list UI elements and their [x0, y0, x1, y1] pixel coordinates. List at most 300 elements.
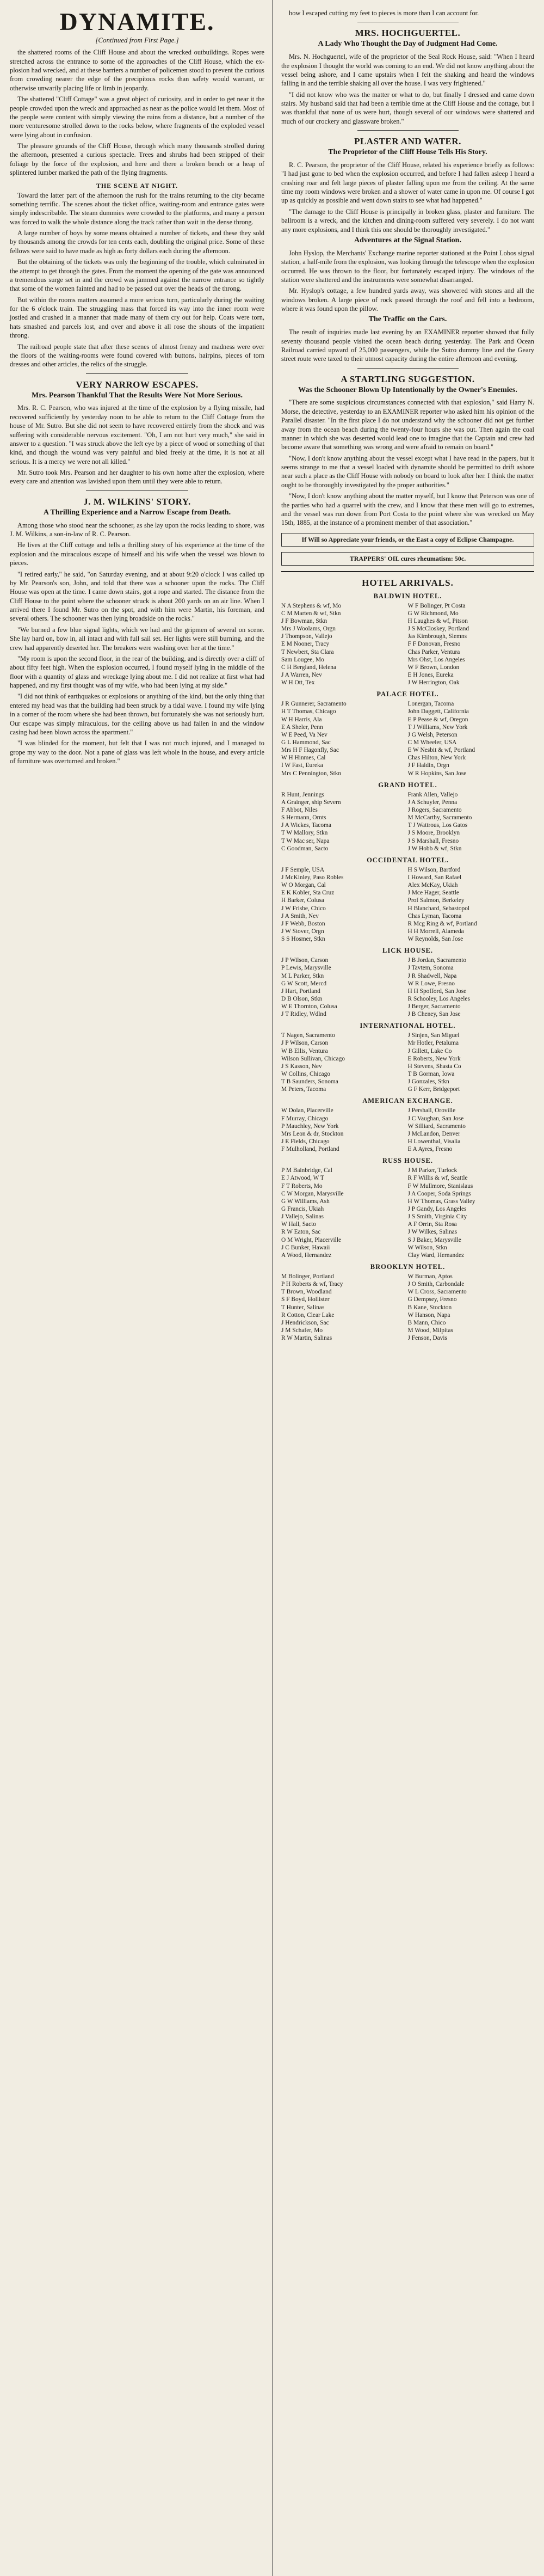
guest-table: [281, 1273, 534, 1342]
guest-row: [281, 1327, 534, 1334]
advertisement-text: TRAPPERS' OIL cures rheumatism: 50c.: [349, 554, 466, 562]
hotel-name: LICK HOUSE.: [382, 947, 433, 955]
guest-entry: E A Ayres, Fresno: [407, 1146, 453, 1153]
guest-row: [281, 739, 534, 746]
guest-row: [281, 791, 534, 799]
guest-row: [281, 1047, 534, 1055]
guest-entry: A Wood, Hernandez: [281, 1252, 332, 1259]
guest-row: [281, 1138, 534, 1145]
guest-entry: J R Gunnerer, Sacramento: [281, 701, 347, 708]
guest-entry: J A Schuyler, Penna: [407, 799, 458, 806]
guest-entry: N A Stephens & wf, Mo: [281, 602, 342, 609]
paragraph: Mrs. R. C. Pearson, who was injured at the time of the explosion by a flying missile, had recovered sufficiently by yesterday noon to be able to return to the Cliff Cottage from the house of Mr. Sutro. But she did not seem to have recovered entirely from the shock and was suffering with considerable nervous excitement. "Oh, I am not hurt very much," she said in answer to a question. "I was struck above the left eye by a piece of wood or something of that kind, and though the wound was very painful and bled freely at the time, it is not at all serious. It is a mercy we were not all killed.": [10, 404, 264, 465]
guest-entry: W F Brown, London: [407, 664, 460, 671]
guest-row: [281, 897, 534, 904]
guest-row: [281, 633, 534, 640]
guest-row: [281, 648, 534, 656]
guest-row: [281, 1311, 534, 1319]
guest-entry: G F Kerr, Bridgeport: [407, 1086, 460, 1093]
guest-entry: E Roberts, New York: [407, 1055, 461, 1062]
guest-table: [281, 866, 534, 943]
guest-row: [281, 866, 534, 874]
hotel-name: AMERICAN EXCHANGE.: [362, 1097, 453, 1105]
subhead-signal-station: Adventures at the Signal Station.: [354, 236, 461, 244]
guest-entry: Mrs Leon & dr, Stockton: [281, 1130, 344, 1137]
guest-row: [281, 1296, 534, 1303]
guest-entry: F Abbot, Niles: [281, 806, 318, 813]
hotel-name: RUSS HOUSE.: [382, 1157, 433, 1165]
paragraph: "I did not know who was the matter or what to do, but finally I dressed and came down stairs. My husband said that had been a terrible time at the Cliff House and the cottage, but I was thankful that none of us were hurt, though several of our windows were shattered and much of our crockery and glassware broken.": [281, 90, 534, 125]
paragraph: Toward the latter part of the afternoon the rush for the trains returning to the city became something terrific. The scenes about the ticket office, waiting-room and entrance gates were simply indescribable. The steam dummies were crowded to the platforms, and many a person was forced to walk the whole distance along the track rather than wait in the dense throng.: [10, 191, 264, 226]
guest-row: [281, 1055, 534, 1063]
guest-row: [281, 1236, 534, 1244]
guest-entry: E K Kobler, Sta Cruz: [281, 890, 335, 897]
paragraph: The pleasure grounds of the Cliff House, through which many thousands strolled during the afternoon, presented a curious spectacle. Trees and shrubs had been stripped of their foliage by the force of the explosion, and here and there a broken bench or a heap of splintered lumber marked the path of the flying fragments.: [10, 142, 264, 177]
guest-row: [281, 664, 534, 671]
paragraph: "My room is upon the second floor, in the rear of the building, and is directly over a cliff of about fifty feet high. When the explosion occurred, I found myself lying in the middle of the floor with a quantity of glass and wreckage lying about me. I did not realize at first what had happened, and my first thought was of my wife, who had been lying at my side.": [10, 654, 264, 690]
guest-entry: J E Fields, Chicago: [281, 1138, 330, 1145]
guest-entry: E M Nooner, Tracy: [281, 641, 330, 648]
guest-entry: F Mulholland, Portland: [281, 1146, 339, 1153]
guest-row: [281, 1174, 534, 1182]
guest-entry: T W Mac ser, Napa: [281, 837, 330, 844]
guest-row: [281, 881, 534, 889]
guest-table: [281, 791, 534, 852]
guest-entry: B Mann, Chico: [407, 1319, 446, 1326]
guest-entry: J Thompson, Vallejo: [281, 633, 332, 640]
guest-row: [281, 1288, 534, 1296]
paragraph: "We burned a few blue signal lights, which we had and the gripmen of several on scene. She lay hard on, bow in, all intact and with full sail set. Her lights were still burning, and the crew had apparently deserted her. The breakers were washing over her at the time.": [10, 625, 264, 652]
guest-entry: F W Mullmore, Stanislaus: [407, 1182, 473, 1189]
guest-entry: J McKinley, Paso Robles: [281, 874, 344, 881]
guest-entry: S S Hosmer, Stkn: [281, 936, 325, 943]
guest-entry: J C Vaughan, San Jose: [407, 1115, 464, 1122]
guest-entry: C Goodman, Sacto: [281, 845, 329, 852]
guest-entry: H Laughes & wf, Pitson: [407, 618, 468, 625]
paragraph: "I did not think of earthquakes or explosions or anything of the kind, but the only thing that entered my head was that the building had been struck by a tidal wave. I found my wife lying in a corner of the room where she had been thrown, but fortunately she was not seriously hurt. Our escape was simply miraculous, for the ceiling above us had fallen in and the window casing had been blown across the apartment.": [10, 692, 264, 736]
guest-entry: J W Frisbe, Chico: [281, 905, 326, 912]
guest-entry: J G Welsh, Peterson: [407, 731, 458, 738]
guest-table: [281, 700, 534, 777]
guest-row: [281, 1070, 534, 1078]
guest-row: [281, 845, 534, 852]
guest-entry: G L Hammond, Sac: [281, 739, 331, 746]
hotel-name: BROOKLYN HOTEL.: [370, 1263, 446, 1271]
guest-entry: J A Warren, Nev: [281, 672, 322, 678]
guest-entry: Alex McKay, Ukiah: [407, 882, 458, 889]
guest-entry: C M Marten & wf, Stkn: [281, 610, 341, 617]
guest-entry: T Nagen, Sacramento: [281, 1032, 335, 1039]
guest-entry: J Gillett, Lake Co: [407, 1047, 452, 1054]
guest-entry: J B Cheney, San Jose: [407, 1011, 461, 1018]
paragraph: Mr. Hyslop's cottage, a few hundred yards away, was showered with stones and all the windows broken. A large piece of rock passed through the roof and fell into a bedroom, where it was found upon the pillow.: [281, 287, 534, 313]
intro-section: [10, 48, 264, 177]
paragraph: The railroad people state that after these scenes of almost frenzy and madness were over the floors of the waiting-rooms were found covered with buttons, hairpins, pieces of torn dresses and other articles, the relics of the struggle.: [10, 342, 264, 369]
guest-entry: J P Wilson, Carson: [281, 1040, 329, 1047]
guest-entry: H Barker, Colusa: [281, 897, 324, 904]
paragraph: R. C. Pearson, the proprietor of the Cliff House, related his experience briefly as follows: "I had just gone to bed when the explosion occurred, and before I had fallen asleep I heard a crashing roar and felt large pieces of plaster falling upon me from the ceiling. At the same time my room windows were broken and a shower of water came in upon me. Of course I got up as quickly as possible and went down stairs to see what had happened.": [281, 161, 534, 205]
guest-row: [281, 889, 534, 897]
advertisement-text: If Will so Appreciate your friends, or the East a copy of Eclipse Champagne.: [301, 535, 514, 543]
advertisement-box: [281, 552, 534, 566]
subhead-hochguertel: MRS. HOCHGUERTEL.: [355, 28, 461, 39]
guest-entry: M L Parker, Stkn: [281, 972, 324, 979]
hotel-name: BALDWIN HOTEL.: [373, 592, 442, 600]
paragraph: But the obtaining of the tickets was only the beginning of the trouble, which culminated in the attempt to get through the gates. From the moment the opening of the gate was announced a tremendous surge set in and the crowd was jammed against the narrow entrance so tightly that some of the women fainted and had to be passed out over the heads of the throng.: [10, 258, 264, 293]
guest-table: [281, 1167, 534, 1259]
guest-row: [281, 716, 534, 723]
paragraph: The shattered "Cliff Cottage" was a great object of curiosity, and in order to get near it the people crowded upon the wreck and approached as near as the police would let them. Most of the people were content with simply viewing the ruins from a distance, but a number of the more venturesome strolled down to the rocks below, where fragments of the exploded vessel were lying about in confusion.: [10, 95, 264, 139]
guest-entry: S F Boyd, Hollister: [281, 1296, 330, 1303]
guest-entry: Mrs Ohst, Los Angeles: [407, 656, 465, 663]
guest-row: [281, 1085, 534, 1093]
guest-entry: Mrs H F Hagonfly, Sac: [281, 747, 339, 754]
guest-entry: T B Saunders, Sonoma: [281, 1078, 338, 1085]
guest-row: [281, 723, 534, 731]
guest-entry: F Murray, Chicago: [281, 1115, 329, 1122]
divider: [281, 571, 534, 572]
deck-plaster: The Proprietor of the Cliff House Tells His Story.: [328, 148, 487, 157]
paragraph: "The damage to the Cliff House is principally in broken glass, plaster and furniture. The ballroom is a wreck, and the kitchen and dining-room suffered very severely. I do not want any more explosions, and I think this one should be thoroughly investigated.": [281, 207, 534, 234]
guest-entry: C H Bergland, Helena: [281, 664, 337, 671]
guest-entry: J S Marshall, Fresno: [407, 837, 459, 844]
subhead-traffic: The Traffic on the Cars.: [368, 315, 447, 324]
guest-row: [281, 935, 534, 943]
paragraph: the shattered rooms of the Cliff House and about the wrecked outbuildings. Ropes were stretched across the entrance to some of the approaches of the Cliff House, which the ex-plosion had wrecked, and at these barriers a number of policemen stood to prevent the curious from crowding nearer the edge of the precipitous rocks than safety would warrant, or otherwise unwarily placing life or limb in jeopardy.: [10, 48, 264, 92]
hotel-name: PALACE HOTEL.: [376, 690, 439, 698]
guest-row: [281, 1032, 534, 1039]
guest-row: [281, 912, 534, 920]
divider: [86, 490, 188, 491]
subhead-wilkins: J. M. WILKINS' STORY.: [83, 496, 191, 507]
guest-row: [281, 746, 534, 754]
guest-row: [281, 995, 534, 1003]
guest-row: [281, 679, 534, 686]
guest-entry: G W Richmond, Mo: [407, 610, 459, 617]
guest-row: [281, 874, 534, 881]
guest-entry: I Howard, San Rafael: [407, 874, 462, 881]
guest-row: [281, 799, 534, 806]
guest-entry: H S Wilson, Bartford: [407, 866, 461, 873]
guest-row: [281, 1190, 534, 1198]
paragraph: But within the rooms matters assumed a more serious turn, particularly during the waiting for the 6 o'clock train. The struggling mass that forced its way into the inner room were jostled and crushed in a manner that made many of them cry out for help. Coats were torn, hats smashed and parcels lost, and over and above it all rose the shouts of the impatient throng.: [10, 296, 264, 340]
guest-entry: J F Semple, USA: [281, 866, 325, 873]
guest-row: [281, 837, 534, 845]
guest-row: [281, 1063, 534, 1070]
guest-entry: J A Cooper, Soda Springs: [407, 1190, 471, 1197]
guest-entry: J Sinjen, San Miguel: [407, 1032, 460, 1039]
hotel-name: OCCIDENTAL HOTEL.: [367, 856, 449, 864]
guest-entry: O M Wright, Placerville: [281, 1236, 342, 1243]
continued-note: [Continued from First Page.]: [95, 36, 179, 45]
guest-row: [281, 1039, 534, 1047]
guest-row: [281, 821, 534, 829]
guest-row: [281, 806, 534, 814]
guest-entry: J Mce Hager, Seattle: [407, 890, 459, 897]
guest-entry: M Wood, Milpitas: [407, 1327, 453, 1334]
deck-startling: Was the Schooner Blown Up Intentionally by the Owner's Enemies.: [298, 385, 517, 394]
divider: [357, 368, 459, 369]
paragraph: Mrs. N. Hochguertel, wife of the proprietor of the Seal Rock House, said: "When I heard the explosion I thought the world was coming to an end. We did not know anything about the vessel being ashore, and I came upstairs when I felt the shaking and heard the windows falling in and the terrible shaking all over the house. I was very frightened.": [281, 53, 534, 88]
guest-entry: E H Jones, Eureka: [407, 672, 454, 678]
guest-row: [281, 1213, 534, 1220]
guest-entry: Sam Lougee, Mo: [281, 656, 324, 663]
guest-row: [281, 1228, 534, 1236]
paragraph: Mr. Sutro took Mrs. Pearson and her daughter to his own home after the explosion, where every care and attention was lavished upon them until they were able to return.: [10, 469, 264, 486]
guest-row: [281, 762, 534, 769]
guest-row: [281, 1205, 534, 1213]
guest-row: [281, 1145, 534, 1153]
guest-entry: J S Kasson, Nev: [281, 1063, 322, 1070]
guest-entry: W B Ellis, Ventura: [281, 1047, 328, 1054]
guest-row: [281, 920, 534, 928]
guest-entry: W Reynolds, San Jose: [407, 936, 463, 943]
advertisement-box: [281, 533, 534, 547]
guest-row: [281, 708, 534, 715]
guest-row: [281, 1078, 534, 1085]
guest-entry: D B Olson, Stkn: [281, 995, 323, 1002]
escape-section: [10, 403, 264, 486]
guest-entry: P Mauchley, New York: [281, 1123, 339, 1130]
guest-entry: H W Thomas, Grass Valley: [407, 1198, 475, 1205]
guest-row: [281, 770, 534, 777]
guest-entry: S J Baker, Marysville: [407, 1236, 461, 1243]
guest-entry: C W Morgan, Marysville: [281, 1190, 344, 1197]
guest-entry: R F Willis & wf, Seattle: [407, 1175, 468, 1182]
guest-row: [281, 1220, 534, 1228]
right-column: [272, 0, 544, 2576]
guest-row: [281, 1334, 534, 1342]
guest-entry: W R Lowe, Fresno: [407, 980, 455, 987]
guest-row: [281, 731, 534, 739]
guest-entry: J Gonzales, Stkn: [407, 1078, 449, 1085]
guest-row: [281, 829, 534, 837]
guest-entry: Wilson Sullivan, Chicago: [281, 1055, 345, 1062]
guest-entry: J B Jordan, Sacramento: [407, 957, 467, 964]
guest-entry: J A Smith, Nev: [281, 912, 319, 919]
guest-entry: J Vallejo, Salinas: [281, 1213, 324, 1220]
guest-entry: Frank Allen, Vallejo: [407, 791, 458, 798]
guest-row: [281, 1115, 534, 1123]
guest-entry: W E Thornton, Colusa: [281, 1003, 337, 1010]
hotel-arrivals-title: HOTEL ARRIVALS.: [362, 577, 454, 588]
guest-entry: H T Thomas, Chicago: [281, 708, 336, 715]
guest-row: [281, 602, 534, 610]
guest-entry: J C Bunker, Hawaii: [281, 1244, 330, 1251]
guest-row: [281, 1130, 534, 1138]
guest-entry: P H Roberts & wf, Tracy: [281, 1281, 343, 1288]
guest-entry: C M Wheeler, USA: [407, 739, 457, 746]
guest-entry: J R Shadwell, Napa: [407, 972, 457, 979]
guest-entry: P Lewis, Marysville: [281, 965, 331, 972]
guest-entry: J F Bowman, Stkn: [281, 618, 327, 625]
guest-entry: W H Harris, Ala: [281, 716, 322, 723]
guest-entry: T Brown, Woodland: [281, 1289, 332, 1296]
guest-entry: J F Haldin, Orgn: [407, 762, 449, 769]
guest-entry: Chas Hilton, New York: [407, 755, 466, 762]
guest-entry: J McLandon, Denver: [407, 1130, 460, 1137]
guest-entry: T Newbert, Sta Clara: [281, 648, 334, 655]
guest-row: [281, 1123, 534, 1130]
divider: [86, 373, 188, 374]
guest-entry: T B Gorman, Iowa: [407, 1071, 455, 1078]
guest-row: [281, 1319, 534, 1327]
guest-row: [281, 617, 534, 625]
paragraph: "Now, I don't know anything about the matter myself, but I know that Peterson was one of the parties who had a quarrel with the crew, and I know that these men will go to extremes, and the vessel was run down from Port Costa to the point where she was wrecked on May 15th, 1885, at the instance of a prominent member of that association.": [281, 492, 534, 527]
guest-entry: T Hunter, Salinas: [281, 1304, 325, 1311]
guest-table: [281, 956, 534, 1018]
guest-entry: J A Wickes, Tacoma: [281, 822, 331, 829]
guest-row: [281, 1010, 534, 1018]
guest-entry: T W Mallory, Stkn: [281, 830, 328, 837]
guest-entry: W Burman, Aptos: [407, 1273, 453, 1280]
guest-entry: J O Smith, Carbondale: [407, 1281, 465, 1288]
guest-entry: E J Atwood, W T: [281, 1175, 324, 1182]
subhead-scene: THE SCENE AT NIGHT.: [96, 181, 178, 189]
guest-row: [281, 610, 534, 617]
guest-entry: J S Moore, Brooklyn: [407, 830, 460, 837]
article-headline: DYNAMITE.: [59, 8, 215, 35]
guest-table: [281, 1032, 534, 1093]
guest-entry: Clay Ward, Hernandez: [407, 1252, 465, 1259]
guest-entry: John Daggett, California: [407, 708, 469, 715]
guest-row: [281, 956, 534, 964]
guest-entry: J Rogers, Sacramento: [407, 806, 462, 813]
guest-row: [281, 640, 534, 648]
guest-entry: E A Sheler, Penn: [281, 723, 323, 731]
guest-entry: R Schooley, Los Angeles: [407, 995, 470, 1002]
guest-row: [281, 1107, 534, 1114]
guest-entry: T J Wattrous, Los Gatos: [407, 822, 468, 829]
hotel-name: INTERNATIONAL HOTEL.: [360, 1022, 456, 1030]
paragraph: "There are some suspicious circumstances connected with that explosion," said Harry N. Morse, the detective, yesterday to an EXAMINER reporter who asked him his opinion of the Parallel disaster. "In the first place I do not understand why the schooner did not get further away from the ocean beach during the twenty-four hours she was out. Then again the coal manner in which she was deserted would lead one to imagine that the Captain and crew had become aware that something was wrong and were afraid to remain on board.": [281, 398, 534, 451]
guest-entry: J W Wilkes, Salinas: [407, 1229, 458, 1236]
guest-entry: H H Spofford, San Jose: [407, 988, 467, 995]
guest-table: [281, 1107, 534, 1153]
guest-entry: B Kane, Stockton: [407, 1304, 452, 1311]
subhead-plaster: PLASTER AND WATER.: [354, 136, 461, 147]
guest-entry: W O Morgan, Cal: [281, 882, 326, 889]
guest-entry: Jas Kimbrough, Slemns: [407, 633, 467, 640]
guest-entry: W H Hinmes, Cal: [281, 755, 326, 762]
guest-entry: A F Orrin, Sta Rosa: [407, 1221, 457, 1228]
guest-entry: H Blanchard, Sebastopol: [407, 905, 470, 912]
subhead-startling: A STARTLING SUGGESTION.: [341, 373, 475, 384]
guest-entry: J F Webb, Boston: [281, 920, 325, 927]
guest-row: [281, 972, 534, 980]
guest-entry: J Tavtem, Sonoma: [407, 965, 454, 972]
guest-entry: G Francis, Ukiah: [281, 1206, 324, 1213]
guest-entry: H H Morrell, Alameda: [407, 928, 464, 935]
guest-entry: W Wilson, Stkn: [407, 1244, 447, 1251]
guest-row: [281, 988, 534, 995]
guest-entry: Mrs C Pennington, Stkn: [281, 770, 342, 777]
guest-row: [281, 1003, 534, 1010]
guest-entry: P M Bainbridge, Cal: [281, 1167, 332, 1174]
divider: [357, 130, 459, 131]
guest-entry: W E Peed, Va Nev: [281, 731, 327, 738]
guest-row: [281, 625, 534, 633]
guest-entry: E P Pease & wf, Oregon: [407, 716, 468, 723]
guest-entry: J Fenson, Davis: [407, 1335, 447, 1342]
guest-entry: M McCarthy, Sacramento: [407, 814, 472, 821]
guest-entry: J Hendrickson, Sac: [281, 1319, 329, 1326]
guest-table: [281, 602, 534, 687]
guest-row: [281, 700, 534, 708]
guest-row: [281, 964, 534, 972]
guest-entry: H Stevens, Shasta Co: [407, 1063, 461, 1070]
guest-entry: W Collins, Chicago: [281, 1071, 330, 1078]
guest-entry: Chas Parker, Ventura: [407, 648, 460, 655]
guest-entry: J P Wilson, Carson: [281, 957, 329, 964]
guest-entry: W Silliard, Sacramento: [407, 1123, 466, 1130]
guest-entry: W L Cross, Sacramento: [407, 1289, 467, 1296]
guest-entry: Chas Lyman, Tacoma: [407, 912, 462, 919]
guest-entry: J P Gandy, Los Angeles: [407, 1206, 467, 1213]
guest-row: [281, 1273, 534, 1280]
guest-entry: Mr Hotler, Petaluma: [407, 1040, 459, 1047]
guest-entry: R Cotton, Clear Lake: [281, 1311, 335, 1318]
guest-row: [281, 814, 534, 821]
guest-row: [281, 980, 534, 988]
guest-entry: A Grainger, ship Severn: [281, 799, 341, 806]
guest-entry: H Lowenthal, Visalia: [407, 1138, 461, 1145]
paragraph: He lives at the Cliff cottage and tells a thrilling story of his experience at the time of the explosion and the miraculous escape of himself and his wife when the vessel was blown to pieces.: [10, 541, 264, 567]
guest-entry: F F Donovan, Fresno: [407, 641, 461, 648]
guest-row: [281, 671, 534, 679]
guest-entry: W H Ott, Tex: [281, 679, 315, 686]
wilkins-section: [10, 521, 264, 766]
paragraph: The result of inquiries made last evening by an EXAMINER reporter showed that fully seventy thousand people visited the ocean beach during yesterday. The Park and Ocean Railroad carried upward of 25,000 passengers, while the Sutro dummy line and the Geary street route were taxed to their utmost capacity during the entire afternoon and evening.: [281, 328, 534, 363]
guest-entry: G W Williams, Ash: [281, 1198, 330, 1205]
guest-row: [281, 1280, 534, 1288]
guest-row: [281, 928, 534, 935]
guest-entry: W Dolan, Placerville: [281, 1107, 333, 1114]
guest-entry: J S Smith, Virginia City: [407, 1213, 467, 1220]
hotel-arrivals-list: [281, 592, 534, 1342]
guest-entry: J Hart, Portland: [281, 988, 320, 995]
guest-entry: J Berger, Sacramento: [407, 1003, 461, 1010]
guest-entry: E W Nesbit & wf, Portland: [407, 747, 475, 754]
guest-row: [281, 1182, 534, 1190]
paragraph: A large number of boys by some means obtained a number of tickets, and these they sold by thousands among the crowds for ten cents each, doubling the original price. Some of these fellows were said to have made as high as forty dollars each during the afternoon.: [10, 229, 264, 255]
deck-hochguertel: A Lady Who Thought the Day of Judgment Had Come.: [318, 40, 498, 48]
deck-escape: Mrs. Pearson Thankful That the Results Were Not More Serious.: [32, 391, 243, 400]
guest-row: [281, 1304, 534, 1311]
guest-entry: J W Stover, Orgn: [281, 928, 324, 935]
guest-entry: R W Eaton, Sac: [281, 1229, 321, 1236]
paragraph: how I escaped cutting my feet to pieces is more than I can account for.: [289, 9, 479, 17]
guest-entry: M Bolinger, Portland: [281, 1273, 334, 1280]
guest-entry: J M Schafer, Mo: [281, 1327, 323, 1334]
guest-entry: Prof Salmon, Berkeley: [407, 897, 465, 904]
guest-entry: S Hermann, Ornts: [281, 814, 326, 821]
guest-row: [281, 905, 534, 912]
paragraph: "I retired early," he said, "on Saturday evening, and at about 9:20 o'clock I was called up by Mr. Pearson's son, John, and told that there was a schooner upon the rocks. The Cliff House was open at the time. I came down stairs, got a rope and started. The distance from the Cliff House to the point where the schooner struck is about 200 yards on an air line. When I arrived there I found Mr. Sutro on the spot, and with him were Martin, his foreman, and several others. The schooner was then lying broadside on the rocks.": [10, 570, 264, 623]
guest-entry: R Mcg Ring & wf, Portland: [407, 920, 477, 927]
guest-entry: I W Fast, Eureka: [281, 762, 323, 769]
guest-row: [281, 1252, 534, 1259]
paragraph: "Now, I don't know anything about the vessel except what I have read in the papers, but it seems strange to me that a vessel loaded with dynamite should be permitted to drift ashore near such a place as the Cliff House with nobody on board to look after her. I think the matter ought to be thoroughly investigated by the proper authorities.": [281, 454, 534, 489]
guest-entry: W R Hopkins, San Jose: [407, 770, 467, 777]
guest-entry: W Hall, Sacto: [281, 1221, 317, 1228]
guest-row: [281, 1244, 534, 1252]
guest-entry: R W Martin, Salinas: [281, 1335, 332, 1342]
guest-entry: J M Parker, Turlock: [407, 1167, 458, 1174]
guest-entry: T J Williams, New York: [407, 723, 468, 731]
paragraph: John Hyslop, the Merchants' Exchange marine reporter stationed at the Point Lobos signal station, a half-mile from the explosion, was looking through the telescope when the explosion occurred. He was thrown to the floor, but fortunately escaped injury. The windows of the station were shattered and the instruments were somewhat disarranged.: [281, 249, 534, 284]
guest-row: [281, 656, 534, 664]
